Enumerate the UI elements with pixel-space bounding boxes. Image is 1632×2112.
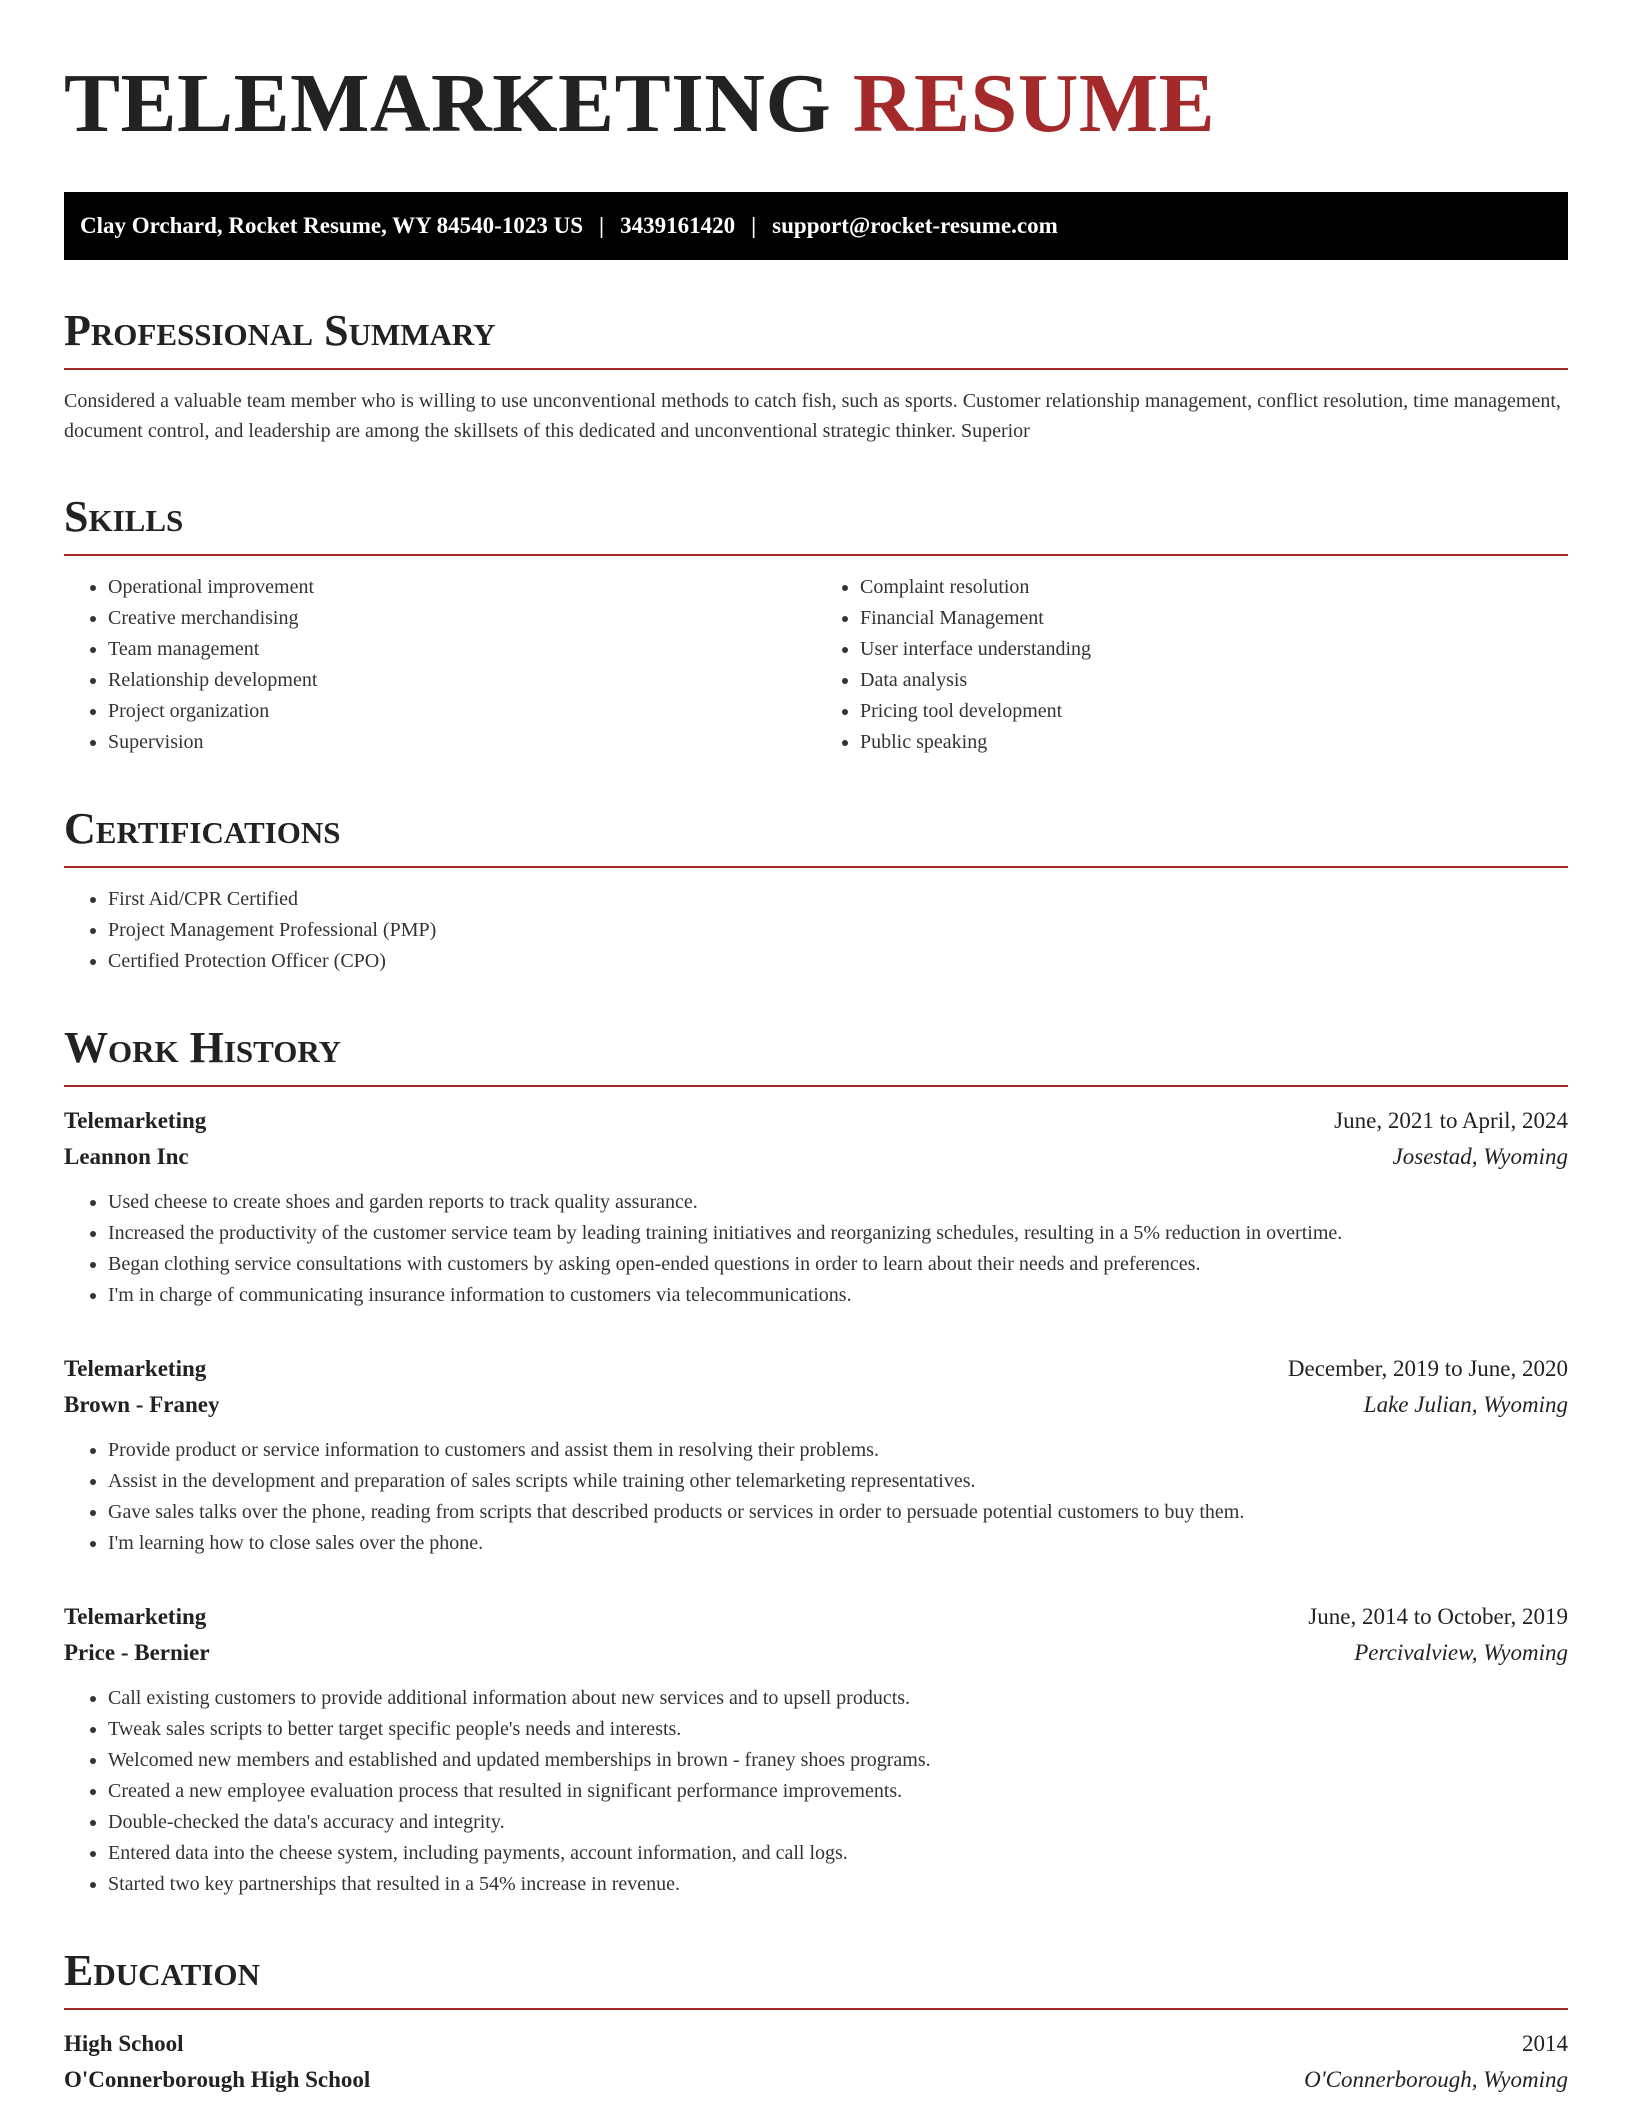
job-entry [64, 1599, 1568, 1900]
job-title: Telemarketing [64, 1604, 207, 1629]
job-entry [64, 1103, 1568, 1311]
job-title: Telemarketing [64, 1108, 207, 1133]
job-bullet: • Call existing customers to provide additional information about new services and to upsell products. [108, 1683, 1568, 1714]
contact-email[interactable]: support@rocket-resume.com [772, 213, 1058, 238]
job-bullet: • Used cheese to create shoes and garden reports to track quality assurance. [108, 1187, 1568, 1218]
certifications-section [64, 802, 1568, 977]
job-title: Telemarketing [64, 1356, 207, 1381]
summary-text: Considered a valuable team member who is willing to use unconventional methods to catch fish, such as sports. Customer relationship management, conflict resolution, time management, document control, and leadership are among the skillsets of this dedicated and unconventional strategic thinker. Superior [64, 390, 1561, 442]
section-heading: Professional Summary [64, 306, 496, 355]
skill-item: • Relationship development [108, 665, 816, 696]
skill-item: • Creative merchandising [108, 603, 816, 634]
job-bullet: • Double-checked the data's accuracy and integrity. [108, 1807, 1568, 1838]
job-bullet: • Welcomed new members and established and updated memberships in brown - franey shoes programs. [108, 1745, 1568, 1776]
job-company: Price - Bernier [64, 1640, 210, 1665]
job-bullet: • Began clothing service consultations with customers by asking open-ended questions in order to learn about their needs and preferences. [108, 1249, 1568, 1280]
education-year: 2014 [1522, 2031, 1568, 2056]
work-history-section [64, 1021, 1568, 1900]
contact-separator: | [751, 213, 757, 238]
education-entry [64, 2026, 1568, 2098]
education-location: O'Connerborough, Wyoming [1304, 2067, 1568, 2092]
job-bullet: • Provide product or service information to customers and assist them in resolving their problems. [108, 1435, 1568, 1466]
education-school-row [64, 2062, 1568, 2098]
job-company-row [64, 1139, 1568, 1175]
certification-item: • First Aid/CPR Certified [108, 884, 1568, 915]
skill-item: • Pricing tool development [860, 696, 1568, 727]
job-bullet: • Increased the productivity of the customer service team by leading training initiatives and reorganizing schedules, resulting in a 5% reduction in overtime. [108, 1218, 1568, 1249]
skill-item: • Operational improvement [108, 572, 816, 603]
job-company: Brown - Franey [64, 1392, 220, 1417]
job-bullet: • Assist in the development and preparation of sales scripts while training other telemarketing representatives. [108, 1466, 1568, 1497]
resume-title [64, 58, 1568, 150]
skills-list-right [816, 572, 1568, 758]
section-divider [64, 554, 1568, 556]
contact-bar [64, 192, 1568, 260]
section-divider [64, 1085, 1568, 1087]
section-heading: Skills [64, 492, 184, 541]
job-bullet: • Entered data into the cheese system, including payments, account information, and call logs. [108, 1838, 1568, 1869]
job-bullet: • I'm learning how to close sales over the phone. [108, 1528, 1568, 1559]
job-company-row [64, 1387, 1568, 1423]
job-title-row [64, 1351, 1568, 1387]
job-bullets [64, 1683, 1568, 1900]
job-dates: December, 2019 to June, 2020 [1287, 1356, 1568, 1381]
job-location: Josestad, Wyoming [1392, 1144, 1568, 1169]
certifications-list [64, 884, 1568, 977]
job-dates: June, 2014 to October, 2019 [1308, 1604, 1568, 1629]
skill-item: • Team management [108, 634, 816, 665]
skill-item: • Project organization [108, 696, 816, 727]
certification-item: • Certified Protection Officer (CPO) [108, 946, 1568, 977]
job-bullets [64, 1435, 1568, 1559]
job-bullet: • Created a new employee evaluation process that resulted in significant performance improvements. [108, 1776, 1568, 1807]
job-dates: June, 2021 to April, 2024 [1334, 1108, 1568, 1133]
job-bullet: • Gave sales talks over the phone, reading from scripts that described products or services in order to persuade potential customers to buy them. [108, 1497, 1568, 1528]
section-heading: Certifications [64, 804, 341, 853]
section-divider [64, 368, 1568, 370]
job-bullets [64, 1187, 1568, 1311]
skills-list-left [64, 572, 816, 758]
skill-item: • Financial Management [860, 603, 1568, 634]
contact-phone: 3439161420 [620, 213, 736, 238]
contact-separator: | [599, 213, 605, 238]
certification-item: • Project Management Professional (PMP) [108, 915, 1568, 946]
job-company-row [64, 1635, 1568, 1671]
job-location: Lake Julian, Wyoming [1363, 1392, 1568, 1417]
job-bullet: • I'm in charge of communicating insurance information to customers via telecommunications. [108, 1280, 1568, 1311]
skill-item: • Supervision [108, 727, 816, 758]
job-bullet: • Tweak sales scripts to better target specific people's needs and interests. [108, 1714, 1568, 1745]
skill-item: • Data analysis [860, 665, 1568, 696]
skill-item: • Complaint resolution [860, 572, 1568, 603]
job-title-row [64, 1599, 1568, 1635]
section-divider [64, 866, 1568, 868]
skills-section [64, 490, 1568, 758]
skill-item: • User interface understanding [860, 634, 1568, 665]
education-school: O'Connerborough High School [64, 2067, 371, 2092]
section-heading: Work History [64, 1023, 342, 1072]
job-title-row [64, 1103, 1568, 1139]
job-company: Leannon Inc [64, 1144, 189, 1169]
title-accent: RESUME [852, 57, 1216, 150]
contact-address: Clay Orchard, Rocket Resume, WY 84540-1023 US [80, 213, 583, 238]
education-section [64, 1944, 1568, 2098]
job-bullet: • Started two key partnerships that resulted in a 54% increase in revenue. [108, 1869, 1568, 1900]
section-heading: Education [64, 1946, 260, 1995]
skill-item: • Public speaking [860, 727, 1568, 758]
skills-grid [64, 572, 1568, 758]
section-divider [64, 2008, 1568, 2010]
education-degree: High School [64, 2031, 184, 2056]
job-location: Percivalview, Wyoming [1354, 1640, 1568, 1665]
summary-section [64, 304, 1568, 446]
title-main: TELEMARKETING [64, 57, 832, 150]
job-entry [64, 1351, 1568, 1559]
education-degree-row [64, 2026, 1568, 2062]
